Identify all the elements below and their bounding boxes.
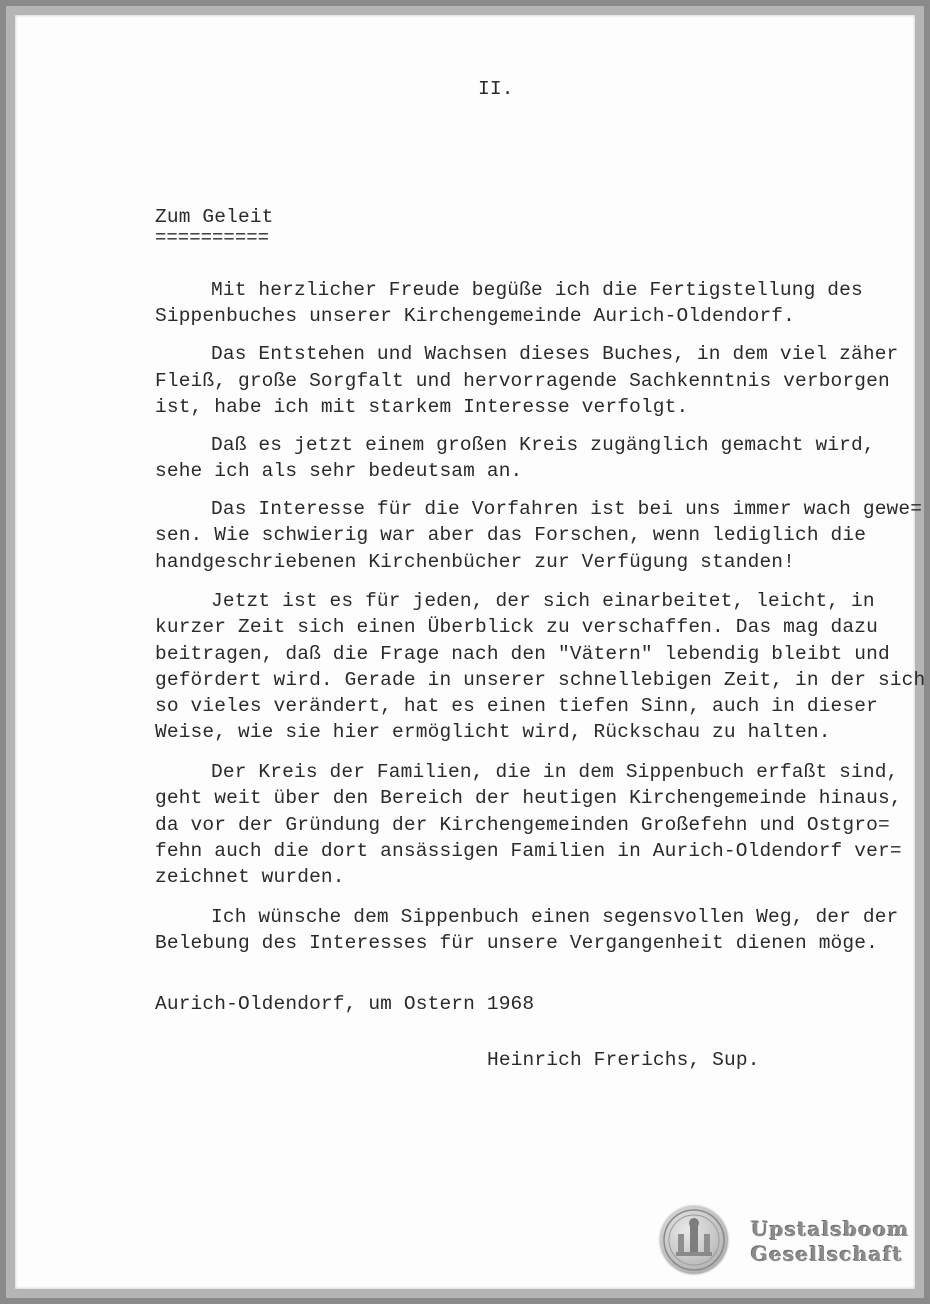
date-line: Aurich-Oldendorf, um Ostern 1968 bbox=[155, 993, 535, 1015]
paragraph-7-line-1: Ich wünsche dem Sippenbuch einen segensvollen Weg, der der bbox=[211, 906, 899, 928]
paragraph-4-line-3: handgeschriebenen Kirchenbücher zur Verfügung standen! bbox=[155, 551, 796, 573]
paragraph-6-line-4: fehn auch die dort ansässigen Familien in Aurich-Oldendorf ver= bbox=[155, 840, 902, 862]
paragraph-2-line-1: Das Entstehen und Wachsen dieses Buches, in dem viel zäher bbox=[211, 343, 899, 365]
paragraph-3-line-1: Daß es jetzt einem großen Kreis zugänglich gemacht wird, bbox=[211, 434, 875, 456]
paragraph-5-line-2: kurzer Zeit sich einen Überblick zu verschaffen. Das mag dazu bbox=[155, 616, 878, 638]
paragraph-5-line-6: Weise, wie sie hier ermöglicht wird, Rückschau zu halten. bbox=[155, 721, 831, 743]
paragraph-5-line-4: gefördert wird. Gerade in unserer schnellebigen Zeit, in der sich bbox=[155, 669, 926, 691]
paragraph-6-line-3: da vor der Gründung der Kirchengemeinden Großefehn und Ostgro= bbox=[155, 814, 890, 836]
document-page bbox=[15, 15, 926, 1289]
paragraph-5-line-5: so vieles verändert, hat es einen tiefen Sinn, auch in dieser bbox=[155, 695, 878, 717]
paragraph-5-line-3: beitragen, daß die Frage nach den "Vätern" lebendig bleibt und bbox=[155, 643, 890, 665]
paragraph-6-line-2: geht weit über den Bereich der heutigen Kirchengemeinde hinaus, bbox=[155, 787, 902, 809]
page-number: II. bbox=[478, 78, 514, 100]
signature: Heinrich Frerichs, Sup. bbox=[487, 1049, 760, 1071]
paragraph-2-line-3: ist, habe ich mit starkem Interesse verfolgt. bbox=[155, 396, 689, 418]
paragraph-4-line-1: Das Interesse für die Vorfahren ist bei uns immer wach gewe= bbox=[211, 498, 923, 520]
heading-underline: ========== bbox=[155, 227, 270, 249]
paragraph-1-line-1: Mit herzlicher Freude begüße ich die Fertigstellung des bbox=[211, 279, 863, 301]
paragraph-5-line-1: Jetzt ist es für jeden, der sich einarbeitet, leicht, in bbox=[211, 590, 875, 612]
society-seal-icon bbox=[660, 1206, 728, 1274]
paragraph-1-line-2: Sippenbuches unserer Kirchengemeinde Aurich-Oldendorf. bbox=[155, 305, 796, 327]
paragraph-7-line-2: Belebung des Interesses für unsere Vergangenheit dienen möge. bbox=[155, 932, 878, 954]
watermark-brand-line-2: Gesellschaft bbox=[751, 1242, 904, 1266]
paragraph-3-line-2: sehe ich als sehr bedeutsam an. bbox=[155, 460, 523, 482]
paragraph-6-line-5: zeichnet wurden. bbox=[155, 866, 345, 888]
document-heading: Zum Geleit bbox=[155, 206, 274, 228]
paragraph-4-line-2: sen. Wie schwierig war aber das Forschen, wenn lediglich die bbox=[155, 524, 867, 546]
watermark-brand-line-1: Upstalsboom bbox=[751, 1217, 910, 1241]
paragraph-2-line-2: Fleiß, große Sorgfalt und hervorragende Sachkenntnis verborgen bbox=[155, 370, 890, 392]
paragraph-6-line-1: Der Kreis der Familien, die in dem Sippenbuch erfaßt sind, bbox=[211, 761, 899, 783]
